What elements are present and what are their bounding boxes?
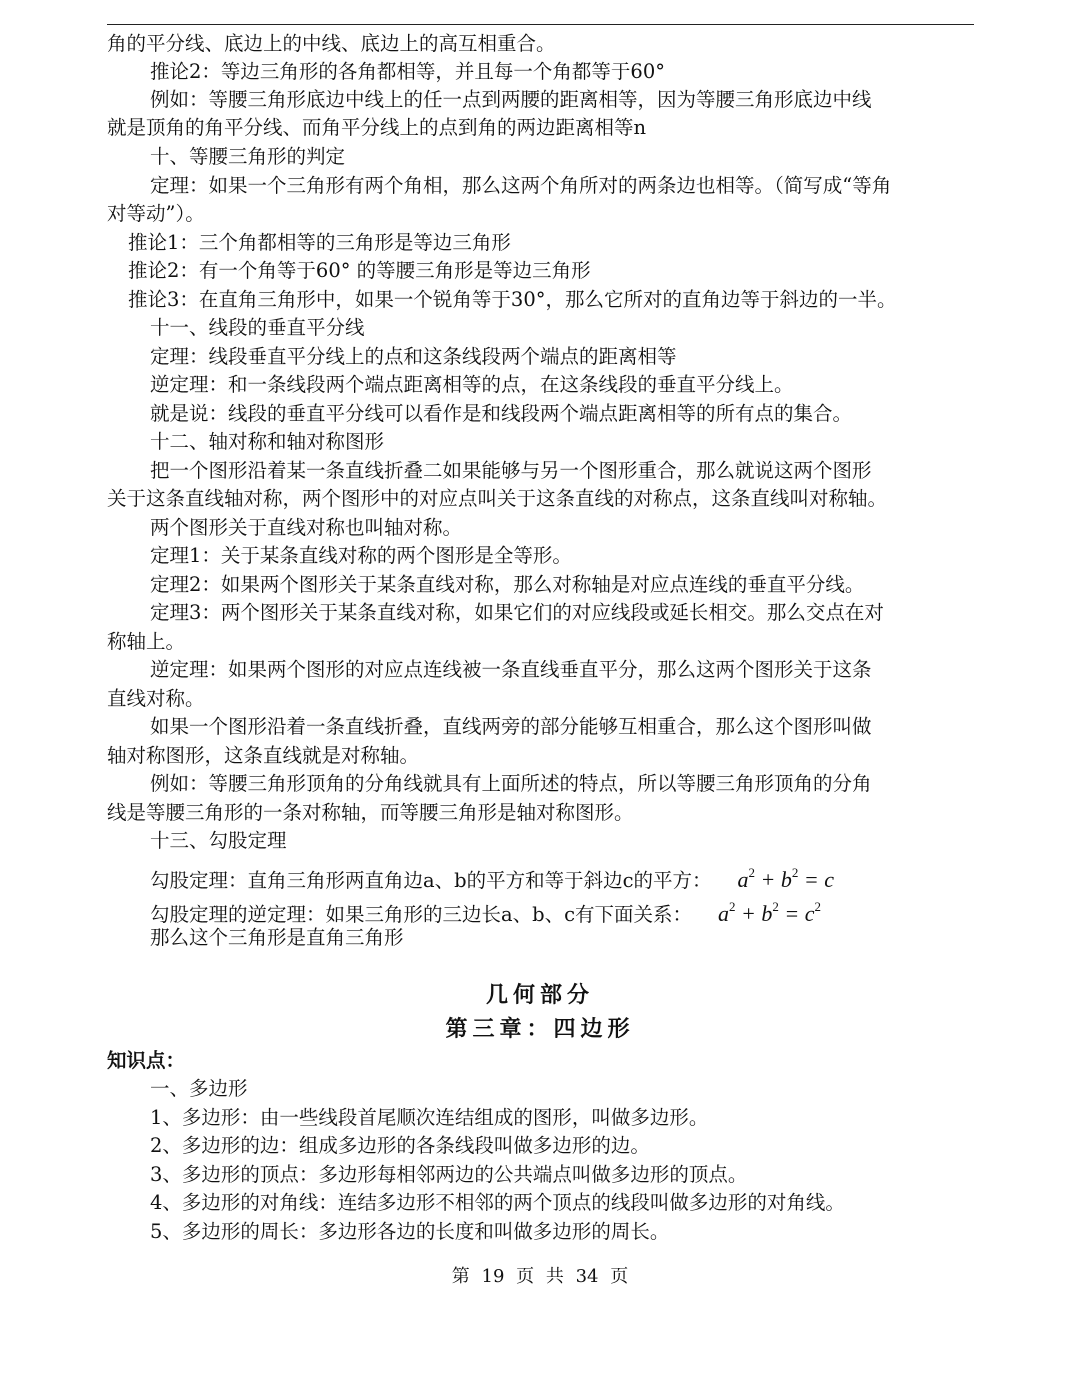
text-line: 就是说：线段的垂直平分线可以看作是和线段两个端点距离相等的所有点的集合。 bbox=[150, 402, 853, 425]
text-line: 推论2：等边三角形的各角都相等，并且每一个角都等于60° bbox=[150, 60, 665, 83]
list-item: 一、多边形 bbox=[150, 1077, 248, 1100]
text-line: 推论3：在直角三角形中，如果一个锐角等于30°，那么它所对的直角边等于斜边的一半。 bbox=[128, 288, 897, 311]
text-line: 定理：线段垂直平分线上的点和这条线段两个端点的距离相等 bbox=[150, 345, 677, 368]
text-line: 十、等腰三角形的判定 bbox=[150, 145, 346, 168]
text-line: 逆定理：如果两个图形的对应点连线被一条直线垂直平分，那么这两个图形关于这条 bbox=[150, 658, 872, 681]
text-line: 定理3：两个图形关于某条直线对称，如果它们的对应线段或延长相交。那么交点在对 bbox=[150, 601, 884, 624]
text-line: 推论2：有一个角等于60° 的等腰三角形是等边三角形 bbox=[128, 259, 591, 282]
text-line: 定理1：关于某条直线对称的两个图形是全等形。 bbox=[150, 544, 572, 567]
chapter-title: 第三章：四边形 bbox=[445, 1016, 635, 1042]
pythagoras-formula: $a^2 + b^2 = c$ bbox=[737, 865, 835, 892]
section-title: 几何部分 bbox=[485, 982, 594, 1008]
page-footer: 第 19 页 共 34 页 bbox=[451, 1266, 629, 1287]
converse-text: 勾股定理的逆定理：如果三角形的三边长a、b、c有下面关系： bbox=[150, 903, 693, 926]
text-line: 轴对称图形，这条直线就是对称轴。 bbox=[107, 744, 420, 767]
text-line: 对等动”）。 bbox=[107, 202, 205, 225]
pythagoras-text: 勾股定理：直角三角形两直角边a、b的平方和等于斜边c的平方： bbox=[150, 869, 712, 892]
list-item: 1、多边形：由一些线段首尾顺次连结组成的图形，叫做多边形。 bbox=[150, 1106, 709, 1129]
text-line: 如果一个图形沿着一条直线折叠，直线两旁的部分能够互相重合，那么这个图形叫做 bbox=[150, 715, 872, 738]
text-line: 直线对称。 bbox=[107, 687, 205, 710]
pythagoras-line bbox=[150, 859, 835, 892]
text-line: 十一、线段的垂直平分线 bbox=[150, 316, 365, 339]
text-line: 例如：等腰三角形顶角的分角线就具有上面所述的特点，所以等腰三角形顶角的分角 bbox=[150, 772, 872, 795]
text-line: 两个图形关于直线对称也叫轴对称。 bbox=[150, 516, 463, 539]
text-line: 就是顶角的角平分线、而角平分线上的点到角的两边距离相等n bbox=[107, 116, 647, 139]
converse-formula: $a^2 + b^2 = c^2$ bbox=[718, 899, 822, 926]
text-line: 例如：等腰三角形底边中线上的任一点到两腰的距离相等，因为等腰三角形底边中线 bbox=[150, 88, 872, 111]
list-item: 5、多边形的周长：多边形各边的长度和叫做多边形的周长。 bbox=[150, 1220, 670, 1243]
list-item: 3、多边形的顶点：多边形每相邻两边的公共端点叫做多边形的顶点。 bbox=[150, 1163, 748, 1186]
text-line: 定理：如果一个三角形有两个角相，那么这两个角所对的两条边也相等。（简写成“等角 bbox=[150, 174, 892, 197]
top-rule bbox=[107, 24, 974, 25]
conclusion-line: 那么这个三角形是直角三角形 bbox=[150, 926, 404, 949]
text-line: 线是等腰三角形的一条对称轴，而等腰三角形是轴对称图形。 bbox=[107, 801, 634, 824]
converse-line bbox=[150, 893, 822, 926]
text-line: 把一个图形沿着某一条直线折叠二如果能够与另一个图形重合，那么就说这两个图形 bbox=[150, 459, 872, 482]
knowledge-label: 知识点： bbox=[107, 1049, 186, 1072]
text-line: 推论1：三个角都相等的三角形是等边三角形 bbox=[128, 231, 511, 254]
text-line: 称轴上。 bbox=[107, 630, 186, 653]
list-item: 2、多边形的边：组成多边形的各条线段叫做多边形的边。 bbox=[150, 1134, 650, 1157]
text-line: 角的平分线、底边上的中线、底边上的高互相重合。 bbox=[107, 32, 556, 55]
text-line: 逆定理：和一条线段两个端点距离相等的点，在这条线段的垂直平分线上。 bbox=[150, 373, 794, 396]
text-line: 关于这条直线轴对称，两个图形中的对应点叫关于这条直线的对称点，这条直线叫对称轴。 bbox=[107, 487, 888, 510]
text-line: 十三、勾股定理 bbox=[150, 829, 287, 852]
text-line: 十二、轴对称和轴对称图形 bbox=[150, 430, 385, 453]
text-line: 定理2：如果两个图形关于某条直线对称，那么对称轴是对应点连线的垂直平分线。 bbox=[150, 573, 865, 596]
list-item: 4、多边形的对角线：连结多边形不相邻的两个顶点的线段叫做多边形的对角线。 bbox=[150, 1191, 845, 1214]
